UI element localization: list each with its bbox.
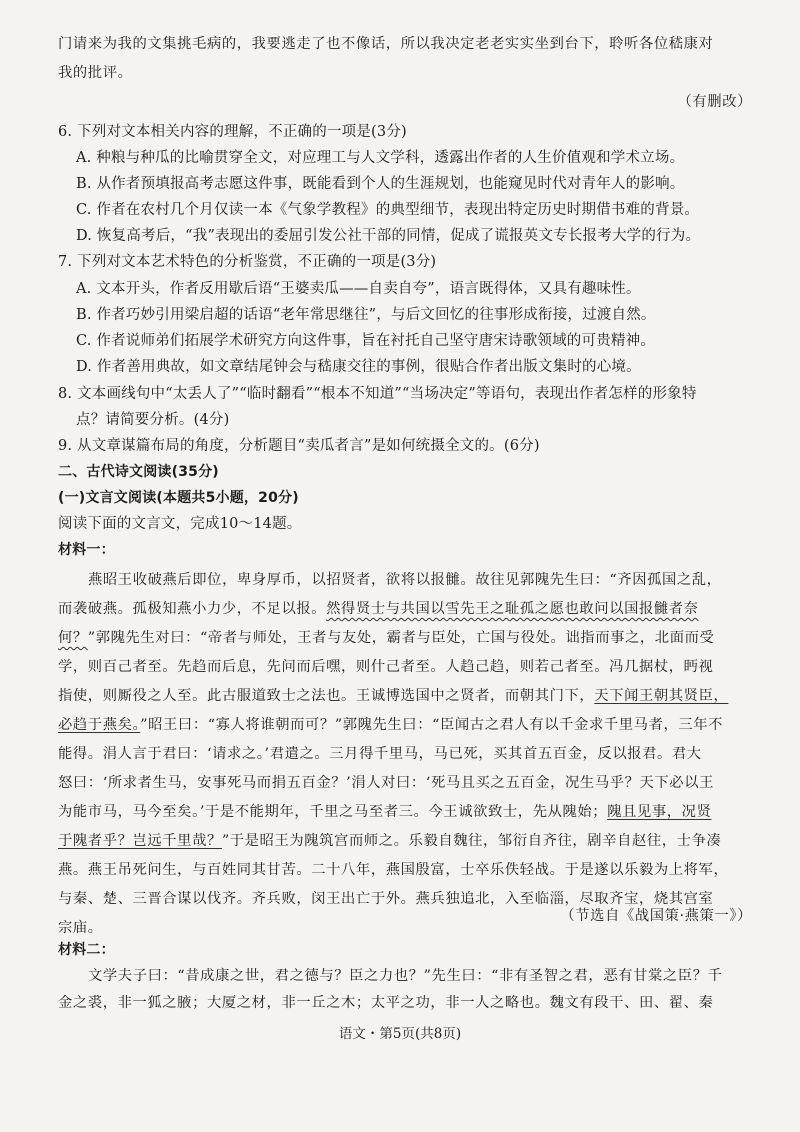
prev-text-line: 门请来为我的文集挑毛病的，我要逃走了也不像话，所以我决定老老实实坐到台下，聆听各位嵇康对 — [58, 36, 714, 52]
material-1-line: 燕。燕王吊死问生，与百姓同其甘苦。二十八年，燕国殷富，士卒乐佚轻战。于是遂以乐毅为上将军， — [58, 862, 729, 878]
question-6-option-d: D. 恢复高考后，“我”表现出的委屈引发公社干部的同情，促成了谎报英文专长报考大学的行为。 — [76, 228, 701, 244]
material-1-text: 而袭破燕。孤极知燕小力少，不足以报。 — [58, 601, 327, 617]
question-8-line: 8. 文本画线句中“太丢人了”“临时翻看”“根本不知道”“当场决定”等语句，表现出作者怎样的形象特 — [58, 386, 697, 402]
material-2-line: 文学夫子曰：“昔成康之世，君之德与？臣之力也？”先生曰：“非有圣智之君，恶有甘棠之臣？千 — [88, 968, 723, 984]
material-2-label: 材料二： — [58, 942, 115, 958]
material-1-line — [58, 628, 714, 648]
question-6-option-c: C. 作者在农村几个月仅读一本《气象学教程》的典型细节，表现出特定历史时期借书难的背景。 — [76, 202, 700, 218]
material-1-text: ”昭王曰：“寡人将谁朝而可？”郭隗先生曰：“臣闻古之君人有以千金求千里马者，三年不 — [140, 717, 724, 733]
question-7-option-b: B. 作者巧妙引用梁启超的话语“老年常思继往”，与后文回忆的往事形成衔接，过渡自然。 — [76, 307, 656, 323]
material-1-line: 宗庙。 — [58, 920, 103, 936]
prev-text-source: （有删改） — [677, 94, 752, 110]
material-1-text: ”于是昭王为隗筑宫而师之。乐毅自魏往，邹衍自齐往，剧辛自赵往，士争凑 — [221, 833, 722, 849]
material-1-line: 燕昭王收破燕后即位，卑身厚币，以招贤者，欲将以报雠。故往见郭隗先生曰：“齐因孤国之乱， — [88, 572, 722, 588]
underlined-sentence: 然得贤士与共国以雪先王之耻孤之愿也敢问以国报雠者奈 — [326, 601, 699, 617]
question-6-option-b: B. 从作者预填报高考志愿这件事，既能看到个人的生涯规划，也能窥见时代对青年人的影响。 — [76, 176, 685, 192]
material-1-line — [58, 802, 711, 822]
question-6-stem: 6. 下列对文本相关内容的理解，不正确的一项是(3分) — [58, 124, 407, 140]
underlined-sentence: 隗且见事，况贤 — [607, 804, 712, 820]
material-1-line — [58, 715, 723, 735]
material-1-line: 学，则百己者至。先趋而后息，先问而后嘿，则什己者至。人趋己趋，则若己者至。冯几据杖，眄视 — [58, 659, 714, 675]
underlined-sentence: 何？ — [58, 630, 88, 646]
question-7-option-d: D. 作者善用典故，如文章结尾钟会与嵇康交往的事例，很贴合作者出版文集时的心境。 — [76, 359, 641, 375]
instruction-text: 阅读下面的文言文，完成10～14题。 — [58, 516, 302, 532]
underlined-sentence: 天下闻王朝其贤臣， — [594, 688, 729, 704]
section-title: 二、古代诗文阅读(35分) — [58, 464, 219, 480]
material-1-line: 与秦、楚、三晋合谋以伐齐。齐兵败，闵王出亡于外。燕兵独追北，入至临淄，尽取齐宝，烧其宫室 — [58, 891, 714, 907]
material-1-source: （节选自《战国策·燕策一》） — [560, 908, 752, 924]
question-7-stem: 7. 下列对文本艺术特色的分析鉴赏，不正确的一项是(3分) — [58, 254, 437, 270]
prev-text-line: 我的批评。 — [58, 65, 133, 81]
material-2-line: 金之裘，非一狐之腋；大厦之材，非一丘之木；太平之功，非一人之略也。魏文有段干、田、翟、秦 — [58, 995, 714, 1011]
question-8-line: 点？请简要分析。(4分) — [76, 412, 230, 428]
material-1-line — [58, 686, 728, 706]
underlined-sentence: 必趋于燕矣。 — [58, 717, 141, 733]
material-1-label: 材料一： — [58, 542, 115, 558]
question-7-option-c: C. 作者说师弟们拓展学术研究方向这件事，旨在衬托自己坚守唐宋诗歌领域的可贵精神。 — [76, 333, 655, 349]
material-1-line: 怒曰：‘所求者生马，安事死马而捐五百金？’涓人对曰：‘死马且买之五百金，况生马乎？天下必以王 — [58, 775, 714, 791]
material-1-line: 能得。涓人言于君曰：‘请求之。’君遣之。三月得千里马，马已死，买其首五百金，反以报君。君大 — [58, 746, 702, 762]
material-1-line — [58, 831, 721, 851]
material-1-text: ”郭隗先生对曰：“帝者与师处，王者与友处，霸者与臣处，亡国与役处。诎指而事之，北面而受 — [87, 630, 715, 646]
page-footer: 语文・第5页(共8页) — [338, 1026, 462, 1042]
question-7-option-a: A. 文本开头，作者反用歇后语“王婆卖瓜——自卖自夸”，语言既得体，又具有趣味性。 — [76, 281, 641, 297]
material-1-line — [58, 599, 699, 619]
material-1-text: 指使，则厮役之人至。此古服道致士之法也。王诚博选国中之贤者，而朝其门下， — [58, 688, 595, 704]
subsection-title: (一)文言文阅读(本题共5小题，20分) — [58, 490, 299, 506]
underlined-sentence: 于隗者乎？岂远千里哉？ — [58, 833, 222, 849]
material-1-text: 为能市马，马今至矣。’于是不能期年，千里之马至者三。今王诚欲致士，先从隗始； — [58, 804, 608, 820]
question-9: 9. 从文章谋篇布局的角度，分析题目“卖瓜者言”是如何统摄全文的。(6分) — [58, 438, 540, 454]
question-6-option-a: A. 种粮与种瓜的比喻贯穿全文，对应理工与人文学科，透露出作者的人生价值观和学术立场。 — [76, 150, 685, 166]
